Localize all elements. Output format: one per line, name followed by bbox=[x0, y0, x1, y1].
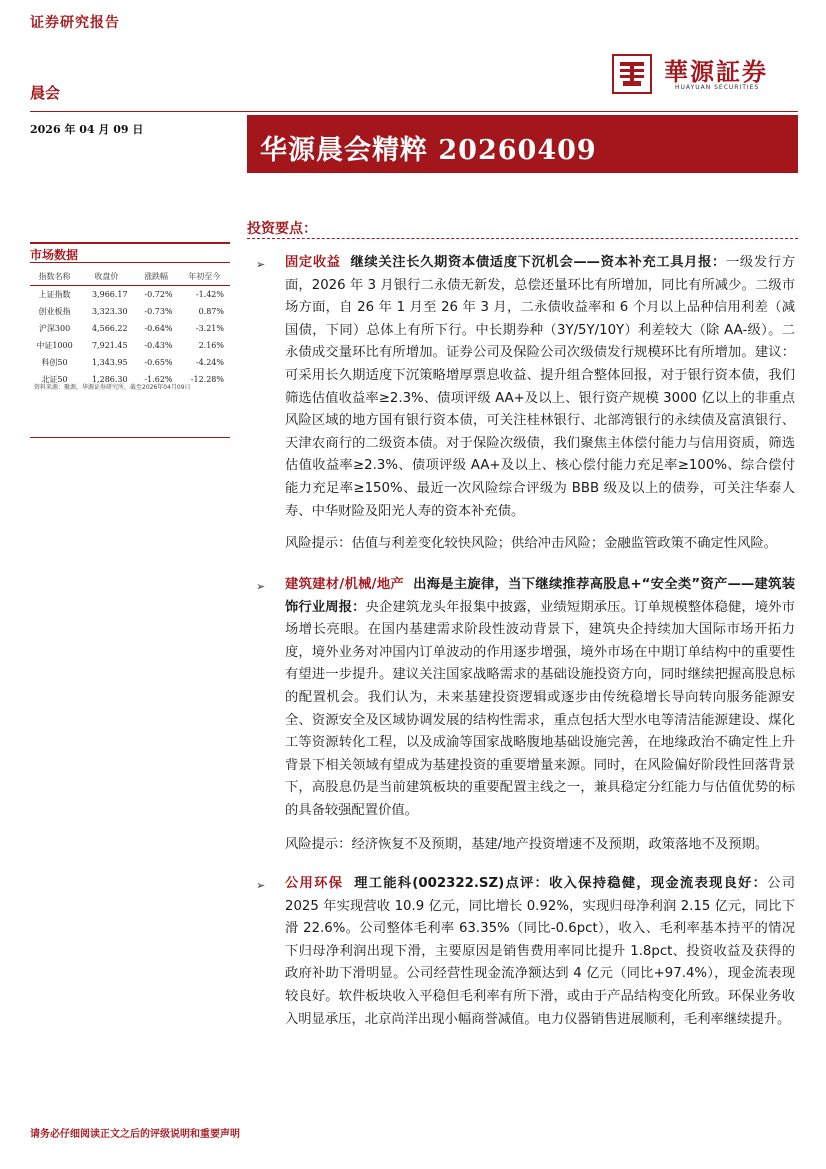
ytd-pct: -3.21% bbox=[195, 324, 224, 333]
item-tag: 公用环保 bbox=[285, 876, 344, 891]
table-row bbox=[30, 303, 230, 320]
change-pct: -0.65% bbox=[144, 358, 173, 367]
market-rule-top bbox=[30, 242, 230, 244]
market-source-note: 资料来源：聚源，华源证券研究所，截至2026年04月09日 bbox=[34, 384, 191, 391]
market-rule-bottom bbox=[30, 437, 230, 438]
item-fixed-income bbox=[285, 252, 795, 523]
logo-en: HUAYUAN SECURITIES bbox=[675, 84, 760, 91]
item-headline: 理工能科(002322.SZ)点评：收入保持稳健，现金流表现良好： bbox=[354, 876, 768, 891]
index-name: 创业板指 bbox=[38, 307, 71, 316]
key-points-rule bbox=[247, 238, 798, 240]
change-pct: -0.64% bbox=[144, 324, 173, 333]
item-risk: 风险提示：估值与利差变化较快风险；供给冲击风险；金融监管政策不确定性风险。 bbox=[285, 536, 777, 551]
report-date: 2026 年 04 月 09 日 bbox=[30, 123, 144, 136]
close-price: 3,323.30 bbox=[91, 307, 128, 316]
item-utilities bbox=[285, 873, 795, 1031]
item-body: 一级发行方面，2026 年 3 月银行二永债无新发，总偿还量环比有所增加，同比有所减少。二级市场方面，自 26 年 1 月至 26 年 3 月，二永债收益率和 6 个月以上品种信用利差（减国债，下同）总体上有所下行。中长期券种（3Y/5Y/10Y）利差较大（除 AA-级）。二永债成交量环比有所增加。证券公司及保险公司次级债发行规模环比有所增加。建议：可采用长久期适度下沉策略增厚票息收益、提升组合整体回报，对于银行资本债，我们筛选估值收益率≥2.3%、债项评级 AA+及以上、银行资产规模 3000 亿以上的非重点风险区域的地方国有银行资本债，可关注桂林银行、北部湾银行的永续债及富滇银行、天津农商行的二级资本债。对于保险次级债，我们聚焦主体偿付能力与信用资质，筛选估值收益率≥2.3%、债项评级 AA+及以上、核心偿付能力充足率≥100%、综合偿付能力充足率≥150%、最近一次风险综合评级为 BBB 级及以上的债券，可关注华泰人寿、中华财险及阳光人寿的资本补充债。 bbox=[285, 255, 796, 519]
close-price: 3,966.17 bbox=[91, 290, 128, 299]
change-pct: -0.72% bbox=[144, 290, 173, 299]
header-rule bbox=[30, 111, 798, 112]
bullet-arrow-icon: ➢ bbox=[256, 258, 266, 271]
item-headline: 出海是主旋律，当下继续推荐高股息+“安全类”资产——建筑装饰行业周报： bbox=[285, 577, 795, 615]
column-header: 年初至今 bbox=[179, 267, 230, 286]
index-name: 科创50 bbox=[41, 358, 68, 367]
close-price: 7,921.45 bbox=[91, 341, 128, 350]
doc-type-label: 证券研究报告 bbox=[30, 15, 120, 31]
market-table-header bbox=[30, 267, 230, 286]
item-body: 公司 2025 年实现营收 10.9 亿元，同比增长 0.92%，实现归母净利润 2.15 亿元，同比下滑 22.6%。公司整体毛利率 63.35%（同比-0.6pct），收入、毛利率基本持平的情况下归母净利润出现下滑，主要原因是销售费用率同比提升 1.8pct、投资收益及获得的政府补助下滑明显。公司经营性现金流净额达到 4 亿元（同比+97.4%），现金流表现较良好。软件板块收入平稳但毛利率有所下滑，或由于产品结构变化所致。环保业务收入明显承压，北京尚洋出现小幅商誉减值。电力仪器销售进展顺利，毛利率继续提升。 bbox=[285, 876, 796, 1027]
ytd-pct: -1.42% bbox=[195, 290, 224, 299]
market-data-title: 市场数据 bbox=[30, 248, 79, 262]
item-risk: 风险提示：经济恢复不及预期，基建/地产投资增速不及预期，政策落地不及预期。 bbox=[285, 837, 769, 852]
column-header: 收盘价 bbox=[79, 267, 134, 286]
key-points-title: 投资要点： bbox=[247, 221, 317, 237]
index-name: 中证1000 bbox=[36, 341, 73, 350]
change-pct: -0.73% bbox=[144, 307, 173, 316]
table-row bbox=[30, 354, 230, 371]
ytd-pct: 2.16% bbox=[198, 341, 224, 350]
item-tag: 固定收益 bbox=[285, 255, 341, 270]
item-body: 央企建筑龙头年报集中披露，业绩短期承压。订单规模整体稳健，境外市场增长亮眼。在国内基建需求阶段性波动背景下，建筑央企持续加大国际市场开拓力度，境外业务对冲国内订单波动的作用逐步增强，境外市场在中期订单结构中的重要性有望进一步提升。建议关注国家战略需求的基础设施投资方向，同时继续把握高股息标的配置机会。我们认为，未来基建投资逻辑或逐步由传统稳增长导向转向服务能源安全、资源安全及区域协调发展的结构性需求，重点包括大型水电等清洁能源建设、煤化工等资源转化工程，以及成渝等国家战略腹地基础设施完善，在地缘政治不确定性上升背景下相关领域有望成为基建投资的重要增量来源。同时，在风险偏好阶段性回落背景下，高股息仍是当前建筑板块的重要配置主线之一，兼具稳定分红能力与估值优势的标的具备较强配置价值。 bbox=[285, 599, 795, 818]
bullet-arrow-icon: ➢ bbox=[256, 879, 266, 892]
change-pct: -1.62% bbox=[144, 375, 173, 384]
column-header: 涨跌幅 bbox=[134, 267, 179, 286]
item-tag: 建筑建材/机械/地产 bbox=[285, 577, 405, 592]
change-pct: -0.43% bbox=[144, 341, 173, 350]
table-row bbox=[30, 320, 230, 337]
market-rule bbox=[30, 262, 230, 263]
ytd-pct: -4.24% bbox=[195, 358, 224, 367]
column-header: 指数名称 bbox=[30, 267, 79, 286]
market-data-table bbox=[30, 267, 230, 388]
table-row bbox=[30, 337, 230, 354]
close-price: 1,286.30 bbox=[91, 375, 128, 384]
logo-mark-icon bbox=[612, 54, 652, 94]
bullet-arrow-icon: ➢ bbox=[256, 580, 266, 593]
ytd-pct: -12.28% bbox=[190, 375, 224, 384]
company-logo bbox=[612, 50, 798, 100]
item-construction bbox=[285, 574, 795, 823]
close-price: 4,566.22 bbox=[91, 324, 128, 333]
disclaimer-footer: 请务必仔细阅读正文之后的评级说明和重要声明 bbox=[30, 1129, 240, 1140]
index-name: 沪深300 bbox=[38, 324, 71, 333]
item-headline: 继续关注长久期资本债适度下沉机会——资本补充工具月报： bbox=[350, 255, 726, 270]
logo-name: 華源証券 bbox=[664, 57, 768, 86]
index-name: 上证指数 bbox=[38, 290, 71, 299]
page-title: 华源晨会精粹 20260409 bbox=[260, 135, 597, 166]
table-row bbox=[30, 286, 230, 304]
ytd-pct: 0.87% bbox=[198, 307, 224, 316]
section-label: 晨会 bbox=[30, 84, 61, 102]
close-price: 1,343.95 bbox=[91, 358, 128, 367]
index-name: 北证50 bbox=[41, 375, 68, 384]
